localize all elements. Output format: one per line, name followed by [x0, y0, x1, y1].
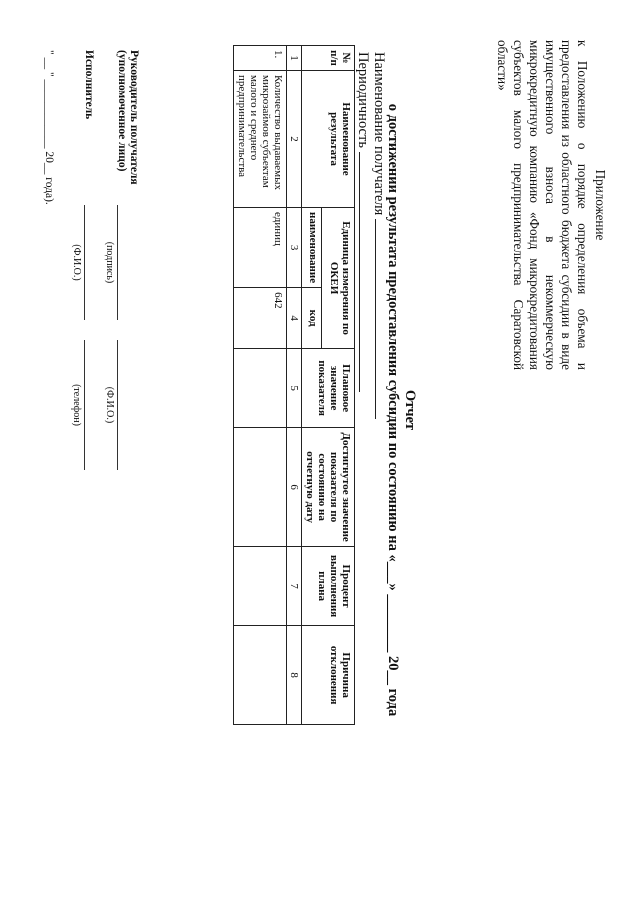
- head-fio-caption: (Ф.И.О.): [104, 386, 115, 424]
- header-unit-code: код: [302, 288, 322, 349]
- column-number: 3: [287, 208, 302, 288]
- row-unit-code: 642: [234, 288, 287, 349]
- phone-line: [84, 340, 85, 470]
- executor-label: Исполнитель: [83, 50, 95, 120]
- header-achieved: Достигнутое значение показателя по состоянию на отчетную дату: [302, 428, 355, 547]
- report-title-line1: Отчет: [402, 389, 418, 431]
- periodicity-label: Периодичность: [355, 52, 371, 148]
- header-result-name: Наименование результата: [302, 71, 355, 208]
- recipient-field: [370, 52, 388, 419]
- column-number-row: [287, 46, 302, 725]
- signature-line: [117, 205, 118, 320]
- row-achieved: [234, 428, 287, 547]
- row-planned: [234, 349, 287, 428]
- head-label: Руководитель получателя: [128, 50, 140, 185]
- row-percent: [234, 547, 287, 626]
- header-planned: Плановое значение показателя: [302, 349, 355, 428]
- periodicity-line: [359, 152, 372, 392]
- column-number: 5: [287, 349, 302, 428]
- phone-caption: (телефон): [71, 384, 82, 426]
- report-table: [233, 45, 355, 725]
- column-number: 1: [287, 46, 302, 71]
- row-unit-name: единиц: [234, 208, 287, 288]
- date-line: " __ " ____________ 20__ года).: [43, 50, 55, 205]
- appendix-block: [494, 40, 608, 370]
- head-signature-label: [116, 50, 140, 185]
- table-row: [234, 46, 287, 725]
- column-number: 8: [287, 626, 302, 725]
- header-reason: Причина отклонения: [302, 626, 355, 725]
- signature-caption: (подпись): [104, 241, 115, 284]
- report-title-line2: о достижении результата предоставления субсидии по состоянию на «___» ________ 20__ года: [385, 103, 401, 717]
- column-number: 4: [287, 288, 302, 349]
- executor-fio-line: [84, 205, 85, 320]
- recipient-label: Наименование получателя: [371, 52, 387, 216]
- column-number: 6: [287, 428, 302, 547]
- column-number: 2: [287, 71, 302, 208]
- row-reason: [234, 626, 287, 725]
- header-unit-name: наименование: [302, 208, 322, 288]
- executor-fio-caption: (Ф.И.О.): [71, 244, 82, 281]
- row-num: 1.: [234, 46, 287, 71]
- recipient-line: [375, 219, 388, 419]
- appendix-heading: Приложение: [593, 169, 608, 241]
- periodicity-field: [354, 52, 372, 392]
- header-unit-group: Единица измерения по ОКЕИ: [321, 208, 354, 349]
- appendix-text: к Положению о порядке определения объема и предоставления из областного бюджета субсидии в виде имущественного взноса в некоммерческую микрокредитную компанию «Фонд микрокредитования субъектов малого предпринимательства Саратовской области»: [495, 40, 590, 370]
- header-percent: Процент выполнения плана: [302, 547, 355, 626]
- head-fio-line: [117, 340, 118, 470]
- column-number: 7: [287, 547, 302, 626]
- header-num: № п/п: [302, 46, 355, 71]
- row-result-name: Количество выдаваемых микрозаймов субъектам малого и среднего предпринимательства: [234, 71, 287, 208]
- report-title: [384, 60, 418, 760]
- head-sublabel: (уполномоченное лицо): [116, 50, 128, 172]
- table-header-row: [321, 46, 354, 725]
- executor-label-block: [83, 50, 95, 119]
